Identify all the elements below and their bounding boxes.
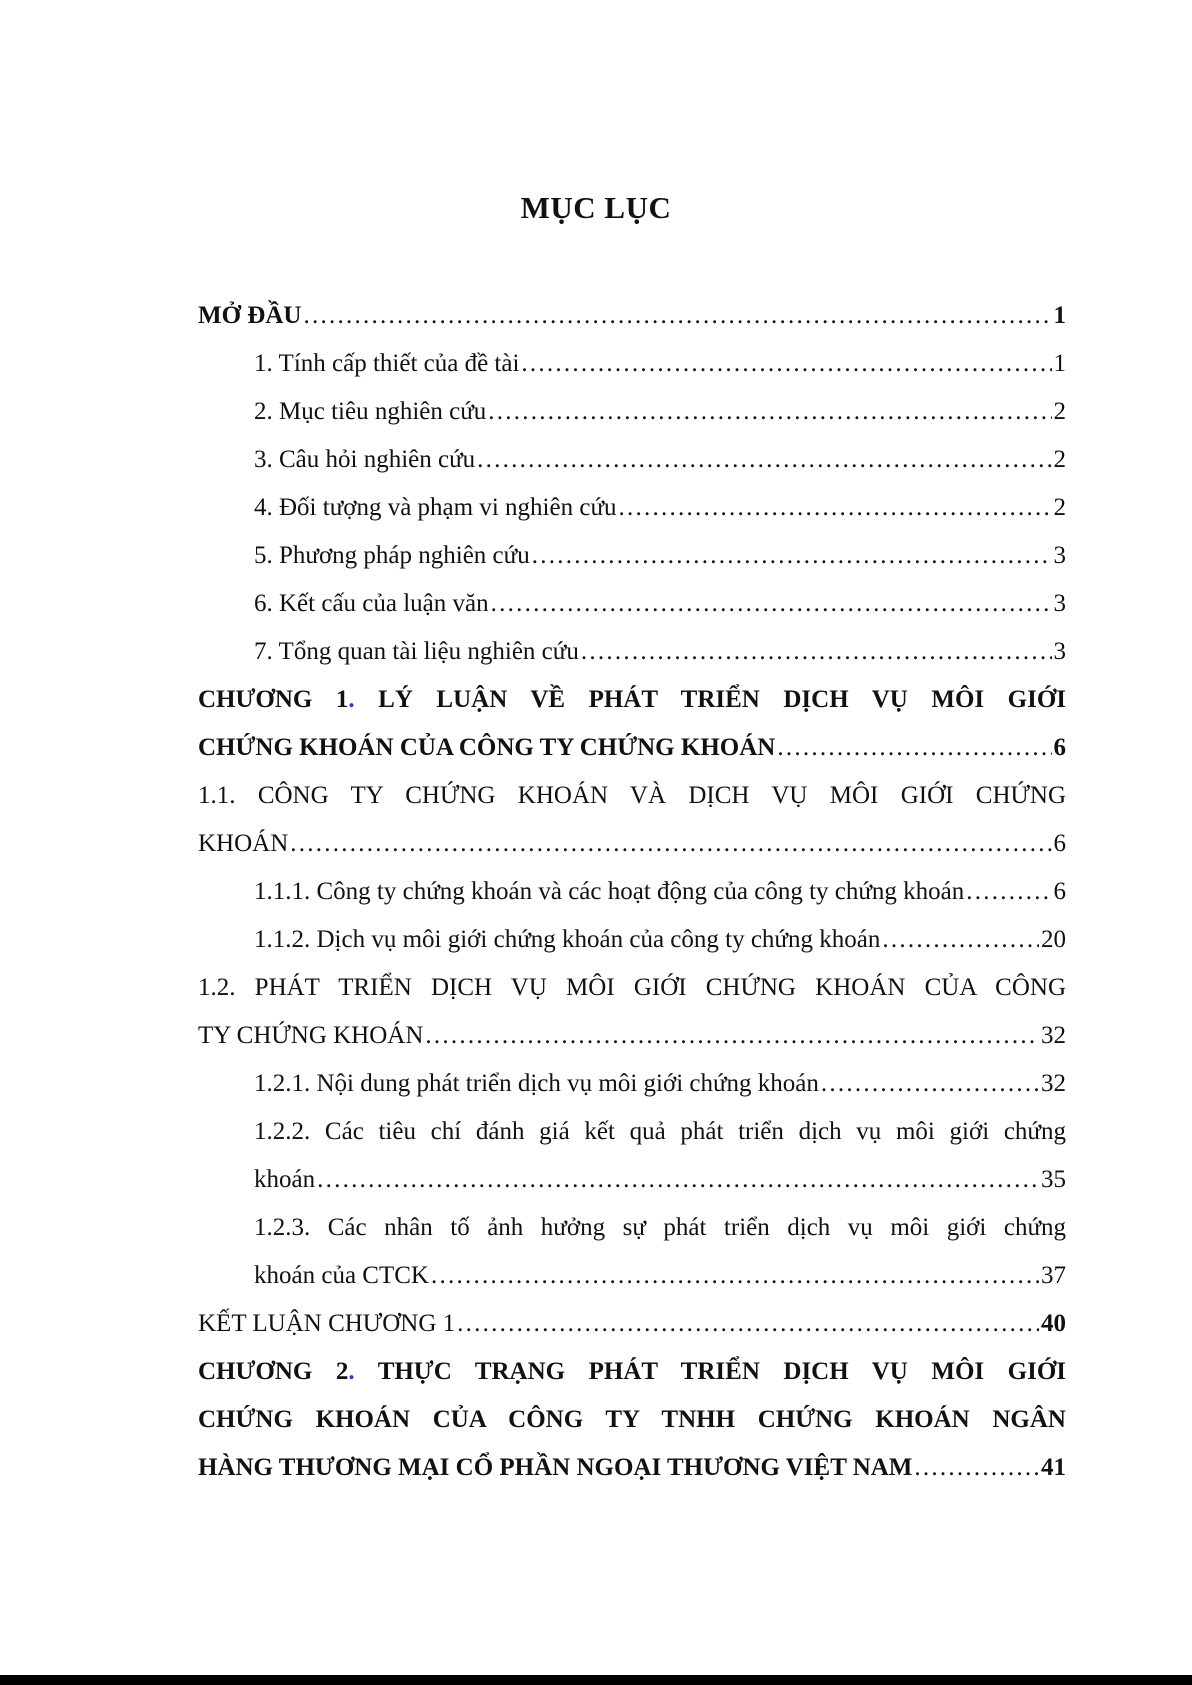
chapter-title-line1: THỰC TRẠNG PHÁT TRIỂN DỊCH VỤ MÔI GIỚI xyxy=(377,1358,1066,1385)
toc-entry-6[interactable] xyxy=(198,580,1066,628)
toc-entry-title: MỞ ĐẦU xyxy=(198,302,302,329)
chapter-prefix: CHƯƠNG 1 xyxy=(198,686,349,713)
page-title: MỤC LỤC xyxy=(520,190,672,225)
toc-entry-title: 3. Câu hỏi nghiên cứu xyxy=(254,446,476,473)
toc-entry-page: 3 xyxy=(1053,638,1066,665)
toc-entry-title: KẾT LUẬN CHƯƠNG 1 xyxy=(198,1310,456,1337)
toc-entry-4[interactable] xyxy=(198,484,1066,532)
toc-section-1-1-2[interactable] xyxy=(198,916,1066,964)
dot-leader xyxy=(431,1252,1039,1300)
toc-conclusion-1[interactable] xyxy=(198,1300,1066,1348)
toc-entry-page: 32 xyxy=(1041,1022,1066,1049)
toc-entry-page: 6 xyxy=(1053,734,1066,761)
toc-section-1-2-line1[interactable]: 1.2. PHÁT TRIỂN DỊCH VỤ MÔI GIỚI CHỨNG KHOÁN CỦA CÔNG xyxy=(198,974,1066,1001)
table-of-contents xyxy=(198,292,1066,1492)
toc-entry-page: 6 xyxy=(1053,830,1066,857)
toc-entry-title: 7. Tổng quan tài liệu nghiên cứu xyxy=(254,638,579,665)
toc-entry-7[interactable] xyxy=(198,628,1066,676)
toc-entry-page: 37 xyxy=(1041,1262,1066,1289)
toc-entry-page: 2 xyxy=(1053,446,1066,473)
chapter-prefix: CHƯƠNG 2 xyxy=(198,1358,349,1385)
toc-entry-title: khoán xyxy=(254,1166,316,1193)
toc-section-1-2-3-line1[interactable]: 1.2.3. Các nhân tố ảnh hưởng sự phát triển dịch vụ môi giới chứng xyxy=(254,1214,1066,1241)
toc-entry-mo-dau[interactable] xyxy=(198,292,1066,340)
dot-leader xyxy=(521,340,1051,388)
toc-entry-page: 3 xyxy=(1053,590,1066,617)
toc-entry-page: 1 xyxy=(1053,302,1066,329)
dot-leader xyxy=(882,916,1039,964)
dot-leader xyxy=(581,628,1052,676)
toc-chapter-2-line3[interactable] xyxy=(198,1444,1066,1492)
toc-entry-page: 2 xyxy=(1053,398,1066,425)
toc-entry-1[interactable] xyxy=(198,340,1066,388)
toc-section-1-2-2-line1[interactable]: 1.2.2. Các tiêu chí đánh giá kết quả phát triển dịch vụ môi giới chứng xyxy=(254,1118,1066,1145)
bottom-border xyxy=(0,1675,1192,1685)
toc-chapter-1-line1[interactable] xyxy=(198,676,1066,724)
toc-section-1-2-2-line2[interactable] xyxy=(198,1156,1066,1204)
chapter-dot: . xyxy=(348,686,355,713)
dot-leader xyxy=(914,1444,1039,1492)
toc-section-1-1-1[interactable] xyxy=(198,868,1066,916)
dot-leader xyxy=(303,292,1051,340)
toc-section-1-2-3-line2[interactable] xyxy=(198,1252,1066,1300)
toc-entry-title: khoán của CTCK xyxy=(254,1262,429,1289)
toc-section-1-2-1[interactable] xyxy=(198,1060,1066,1108)
toc-entry-title: 4. Đối tượng và phạm vi nghiên cứu xyxy=(254,494,617,521)
dot-leader xyxy=(619,484,1052,532)
toc-entry-title: 1.1.1. Công ty chứng khoán và các hoạt động của công ty chứng khoán xyxy=(254,878,965,905)
toc-chapter-1-line2[interactable] xyxy=(198,724,1066,772)
toc-chapter-2-line1[interactable] xyxy=(198,1348,1066,1396)
toc-entry-page: 6 xyxy=(1053,878,1066,905)
dot-leader xyxy=(488,388,1051,436)
toc-entry-title: 1. Tính cấp thiết của đề tài xyxy=(254,350,520,377)
toc-entry-2[interactable] xyxy=(198,388,1066,436)
toc-section-1-1-line2[interactable] xyxy=(198,820,1066,868)
toc-entry-page: 35 xyxy=(1041,1166,1066,1193)
toc-entry-title: 1.2.1. Nội dung phát triển dịch vụ môi giới chứng khoán xyxy=(254,1070,819,1097)
toc-entry-title: 1.1.2. Dịch vụ môi giới chứng khoán của công ty chứng khoán xyxy=(254,926,881,953)
dot-leader xyxy=(477,436,1051,484)
dot-leader xyxy=(425,1012,1039,1060)
toc-entry-page: 1 xyxy=(1053,350,1066,377)
toc-entry-title: TY CHỨNG KHOÁN xyxy=(198,1022,424,1049)
toc-entry-5[interactable] xyxy=(198,532,1066,580)
chapter-title-line3: HÀNG THƯƠNG MẠI CỔ PHẦN NGOẠI THƯƠNG VIỆT NAM xyxy=(198,1454,913,1481)
toc-entry-title: 6. Kết cấu của luận văn xyxy=(254,590,489,617)
toc-section-1-1-line1[interactable]: 1.1. CÔNG TY CHỨNG KHOÁN VÀ DỊCH VỤ MÔI GIỚI CHỨNG xyxy=(198,782,1066,809)
toc-entry-page: 2 xyxy=(1053,494,1066,521)
toc-entry-page: 41 xyxy=(1041,1454,1066,1481)
toc-section-1-2-line2[interactable] xyxy=(198,1012,1066,1060)
chapter-title-line1: LÝ LUẬN VỀ PHÁT TRIỂN DỊCH VỤ MÔI GIỚI xyxy=(378,686,1066,713)
toc-entry-title: KHOÁN xyxy=(198,830,289,857)
dot-leader xyxy=(966,868,1051,916)
toc-entry-title: 5. Phương pháp nghiên cứu xyxy=(254,542,530,569)
toc-entry-page: 32 xyxy=(1041,1070,1066,1097)
toc-entry-page: 40 xyxy=(1041,1310,1066,1337)
dot-leader xyxy=(491,580,1052,628)
dot-leader xyxy=(821,1060,1039,1108)
toc-entry-page: 3 xyxy=(1053,542,1066,569)
dot-leader xyxy=(457,1300,1039,1348)
dot-leader xyxy=(290,820,1051,868)
dot-leader xyxy=(532,532,1052,580)
dot-leader xyxy=(777,724,1051,772)
toc-entry-page: 20 xyxy=(1041,926,1066,953)
chapter-title-line2: CHỨNG KHOÁN CỦA CÔNG TY CHỨNG KHOÁN xyxy=(198,734,776,761)
chapter-dot: . xyxy=(348,1358,355,1385)
toc-entry-title: 2. Mục tiêu nghiên cứu xyxy=(254,398,487,425)
toc-chapter-2-line2[interactable]: CHỨNG KHOÁN CỦA CÔNG TY TNHH CHỨNG KHOÁN NGÂN xyxy=(198,1406,1066,1433)
dot-leader xyxy=(317,1156,1039,1204)
toc-entry-3[interactable] xyxy=(198,436,1066,484)
